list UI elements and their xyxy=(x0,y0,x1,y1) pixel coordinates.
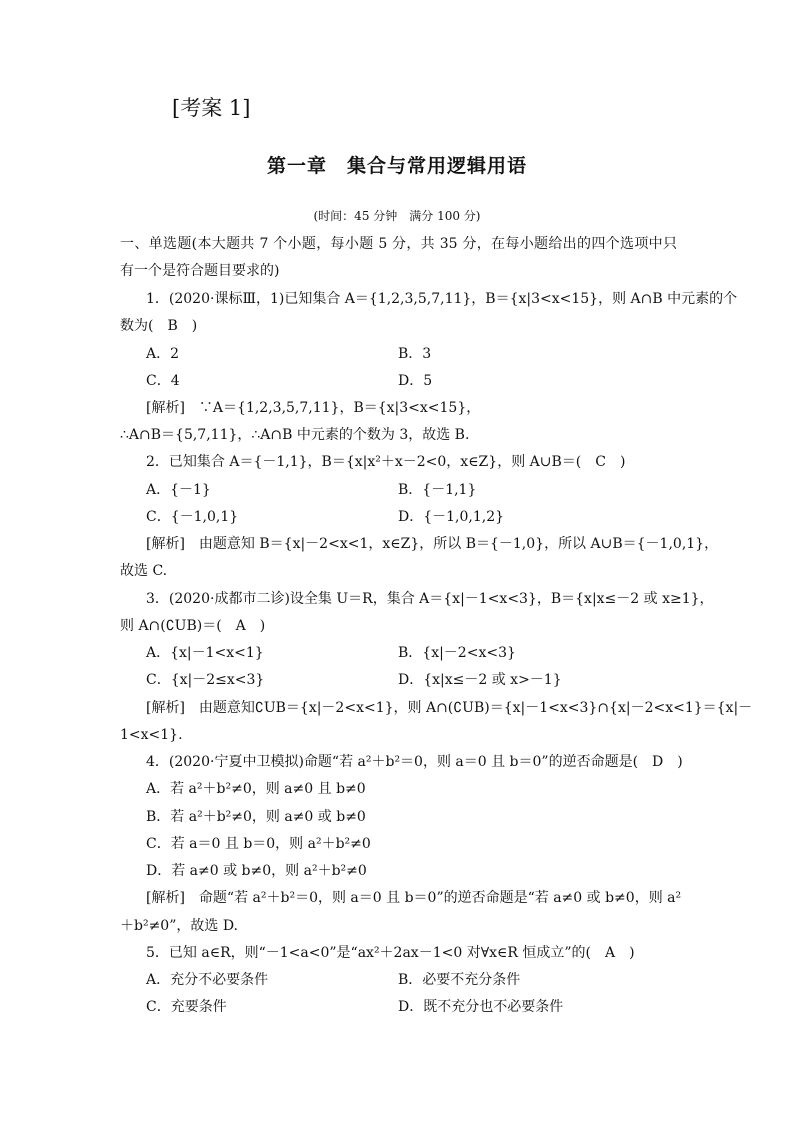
analysis: [解析] ∵A＝{1,2,3,5,7,11}，B＝{x|3<x<15}， xyxy=(146,400,481,416)
option-a: A．若 a²＋b²≠0，则 a≠0 且 b≠0 xyxy=(146,781,366,797)
analysis: ＋b²≠0”，故选 D. xyxy=(120,918,238,934)
analysis: 故选 C. xyxy=(120,563,168,579)
question-stem: 3．(2020·成都市二诊)设全集 U＝R，集合 A＝{x|－1<x<3}，B＝{x|x≤－2 或 x≥1}， xyxy=(146,591,714,607)
option-c: C．{x|－2≤x<3} xyxy=(146,672,265,688)
section-intro: 有一个是符合题目要求的) xyxy=(120,263,280,279)
option-d: D．{－1,0,1,2} xyxy=(398,509,505,525)
question-stem: 2．已知集合 A＝{－1,1}，B＝{x|x²＋x－2<0，x∈Z}，则 A∪B＝( C ) xyxy=(146,454,626,470)
section-intro: 一、单选题(本大题共 7 个小题，每小题 5 分，共 35 分，在每小题给出的四个选项中只 xyxy=(120,236,677,252)
analysis: [解析] 由题意知∁UB＝{x|－2<x<1}，则 A∩(∁UB)＝{x|－1<x<3}∩{x|－2<x<1}＝{x|－ xyxy=(146,700,753,716)
page-subtitle: (时间：45 分钟 满分 100 分) xyxy=(313,209,481,223)
analysis: 1<x<1}. xyxy=(120,727,183,743)
option-c: C．若 a＝0 且 b＝0，则 a²＋b²≠0 xyxy=(146,836,371,852)
option-a: A．{－1} xyxy=(146,482,211,498)
option-b: B．必要不充分条件 xyxy=(398,972,521,988)
option-a: A．{x|－1<x<1} xyxy=(146,645,264,661)
option-c: C．{－1,0,1} xyxy=(146,509,239,525)
question-stem: 5．已知 a∈R，则“－1<a<0”是“ax²＋2ax－1<0 对∀x∈R 恒成立”的( A ) xyxy=(146,945,635,961)
question-stem: 1．(2020·课标Ⅲ，1)已知集合 A＝{1,2,3,5,7,11}，B＝{x|3<x<15}，则 A∩B 中元素的个 xyxy=(146,291,738,307)
page-title: 第一章 集合与常用逻辑用语 xyxy=(266,155,527,177)
option-d: D．{x|x≤－2 或 x>－1} xyxy=(398,672,562,688)
analysis: [解析] 由题意知 B＝{x|－2<x<1，x∈Z}，所以 B＝{－1,0}，所以 A∪B＝{－1,0,1}， xyxy=(146,536,719,552)
option-b: B．{－1,1} xyxy=(398,482,477,498)
option-b: B．若 a²＋b²≠0，则 a≠0 或 b≠0 xyxy=(146,809,366,825)
option-a: A．充分不必要条件 xyxy=(146,972,269,988)
analysis: ∴A∩B＝{5,7,11}，∴A∩B 中元素的个数为 3，故选 B. xyxy=(120,427,470,443)
question-stem: 4．(2020·宁夏中卫模拟)命题“若 a²＋b²＝0，则 a＝0 且 b＝0”的逆否命题是( D ) xyxy=(146,754,683,770)
option-b: B．3 xyxy=(398,346,432,362)
analysis: [解析] 命题“若 a²＋b²＝0，则 a＝0 且 b＝0”的逆否命题是“若 a≠0 或 b≠0，则 a² xyxy=(146,890,682,906)
question-stem: 则 A∩(∁UB)＝( A ) xyxy=(120,618,266,634)
option-c: C．4 xyxy=(146,373,180,389)
option-d: D．若 a≠0 或 b≠0，则 a²＋b²≠0 xyxy=(146,863,367,879)
option-a: A．2 xyxy=(146,346,180,362)
option-d: D．既不充分也不必要条件 xyxy=(398,999,564,1015)
exam-badge: [考案 1] xyxy=(172,96,251,120)
option-d: D．5 xyxy=(398,373,433,389)
option-b: B．{x|－2<x<3} xyxy=(398,645,516,661)
question-stem: 数为( B ) xyxy=(120,318,198,334)
option-c: C．充要条件 xyxy=(146,999,227,1015)
